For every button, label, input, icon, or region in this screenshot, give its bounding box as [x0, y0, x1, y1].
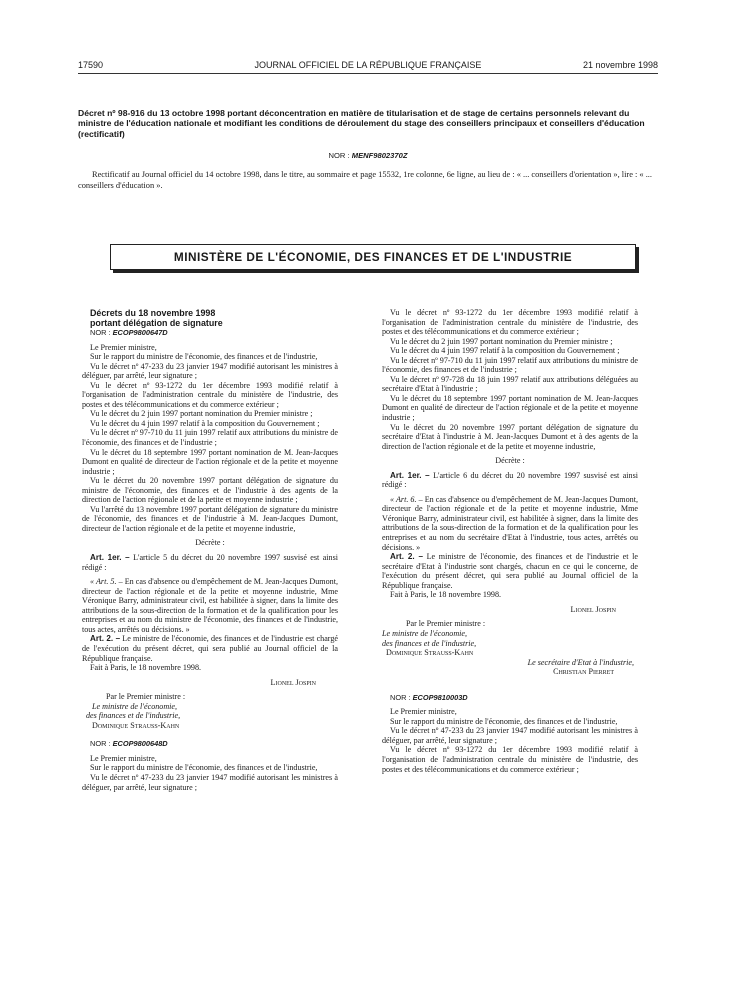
article-text: En cas d'absence ou d'empêchement de M. Jean-Jacques Dumont, directeur de l'action régionale et de la petite et moyenne industrie, Mme Véronique Barry, administrateur civil, est habilitée à signer, dans la limite des attributions de la sous-direction de la formation et de la qualification pour les entreprises et au nom du secrétaire d'Etat à l'industrie, tous actes, arrêtés ou décisions. » — [382, 494, 638, 552]
issue-date: 21 novembre 1998 — [582, 60, 658, 70]
fait-a-paris: Fait à Paris, le 18 novembre 1998. — [90, 663, 202, 673]
nor-line — [82, 328, 338, 338]
article-text: L'article 5 du décret du 20 novembre 1997 susvisé est ainsi rédigé : — [82, 553, 338, 572]
nor-label: NOR : — [328, 151, 350, 160]
paragraph: Vu le décret du 4 juin 1997 relatif à la composition du Gouvernement ; — [90, 418, 320, 428]
rectificatif-title: Décret nº 98-916 du 13 octobre 1998 portant déconcentration en matière de titularisation et de stage de certains personnels relevant du ministre de l'éducation nationale et modifiant les conditions de déroulement du stage des conseillers principaux et conseillers d'éducation (rectificatif) — [78, 108, 645, 139]
article-text: En cas d'absence ou d'empêchement de M. Jean-Jacques Dumont, directeur de l'action régionale et de la petite et moyenne industrie, Mme Véronique Barry, administrateur civil, est habilitée à signer, dans la limite des attributions de la sous-direction de la formation et de la qualification pour les entreprises et au nom du ministre de l'économie, des finances et de l'industrie, tous actes, arrêtés ou décisions. » — [82, 577, 338, 634]
nor-label: NOR : — [390, 692, 411, 702]
nor-line — [382, 693, 638, 703]
paragraph: Sur le rapport du ministre de l'économie, des finances et de l'industrie, — [390, 716, 618, 726]
paragraph: Vu le décret nº 93-1272 du 1er décembre 1993 modifié relatif à l'organisation de l'administration centrale du ministère de l'industrie, des postes et des télécommunications et du commerce extérieur ; — [82, 380, 338, 409]
paragraph: Vu le décret du 20 novembre 1997 portant délégation de signature du ministre de l'économie, des finances et de l'industrie à des agents de la direction de l'action régionale et de la petite et moyenne industrie ; — [82, 476, 338, 505]
article-6 — [382, 495, 638, 552]
article-2 — [382, 552, 638, 590]
paragraph: Vu le décret nº 97-710 du 11 juin 1997 relatif aux attributions du ministre de l'économie, des finances et de l'industrie ; — [82, 428, 338, 448]
page-header — [78, 60, 658, 72]
article-text: Le ministre de l'économie, des finances et de l'industrie est chargé de l'exécution du présent décret, qui sera publié au Journal officiel de la République française. — [82, 634, 338, 663]
paragraph: Vu le décret nº 93-1272 du 1er décembre 1993 modifié relatif à l'organisation de l'administration centrale du ministère de l'industrie, des postes et des télécommunications et du commerce extérieur ; — [382, 745, 638, 774]
paragraph: Sur le rapport du ministre de l'économie, des finances et de l'industrie, — [90, 352, 318, 362]
paragraph: Vu le décret du 4 juin 1997 relatif à la composition du Gouvernement ; — [390, 346, 620, 356]
signer-name: Lionel Jospin — [570, 604, 616, 614]
left-column — [82, 308, 338, 792]
minister-title: Le ministre de l'économie, — [382, 628, 468, 638]
article-1 — [382, 471, 638, 490]
paragraph: Vu le décret nº 97-710 du 11 juin 1997 relatif aux attributions du ministre de l'économie, des finances et de l'industrie ; — [382, 355, 638, 375]
minister-title: Le ministre de l'économie, — [92, 701, 178, 711]
decrete-heading: Décrète : — [495, 456, 525, 466]
nor-code: ECOP9800647D — [112, 328, 168, 337]
header-rule — [78, 73, 658, 74]
page-number: 17590 — [78, 60, 104, 70]
paragraph: Vu le décret du 20 novembre 1997 portant délégation de signature du secrétaire d'Etat à l'industrie à M. Jean-Jacques Dumont et à des agents de la direction de l'action régionale et de la petite et moyenne industrie, — [382, 422, 638, 451]
nor-code: ECOP9810003D — [412, 692, 468, 702]
paragraph: Le Premier ministre, — [90, 753, 157, 763]
paragraph: Le Premier ministre, — [90, 342, 157, 352]
rectificatif-body: Rectificatif au Journal officiel du 14 octobre 1998, dans le titre, au sommaire et page 15532, 1re colonne, 6e ligne, au lieu de : « ... conseillers d'orientation », lire : « ... conseillers d'éducation ». — [78, 170, 652, 190]
article-text: Le ministre de l'économie, des finances et de l'industrie et le secrétaire d'Etat à l'industrie sont chargés, chacun en ce qui le concerne, de l'exécution du présent décret, qui sera publié au Journal officiel de la République française. — [382, 552, 638, 590]
minister-title: des finances et de l'industrie, — [86, 711, 181, 721]
nor-code: MENF9802370Z — [351, 151, 408, 160]
nor-line — [82, 739, 338, 749]
article-2 — [82, 634, 338, 663]
decree-title-line1: Décrets du 18 novembre 1998 — [90, 308, 216, 318]
ministry-heading: MINISTÈRE DE L'ÉCONOMIE, DES FINANCES ET DE L'INDUSTRIE — [110, 244, 636, 270]
minister-name: Dominique Strauss-Kahn — [386, 648, 474, 658]
par-le-premier-ministre: Par le Premier ministre : — [106, 692, 186, 702]
nor-code: ECOP9800648D — [112, 739, 168, 749]
paragraph: Sur le rapport du ministre de l'économie, des finances et de l'industrie, — [90, 763, 318, 773]
paragraph: Vu le décret nº 47-233 du 23 janvier 1947 modifié autorisant les ministres à déléguer, par arrêté, leur signature ; — [382, 726, 638, 745]
fait-a-paris: Fait à Paris, le 18 novembre 1998. — [390, 590, 502, 600]
article-5 — [82, 577, 338, 634]
paragraph: Vu le décret du 18 septembre 1997 portant nomination de M. Jean-Jacques Dumont en qualité de directeur de l'action régionale et de la petite et moyenne industrie ; — [82, 447, 338, 476]
article-label: « Art. 6. – — [390, 494, 423, 504]
article-1 — [82, 553, 338, 572]
article-label: « Art. 5. – — [90, 577, 123, 587]
secretary-title-text: Le secrétaire d'Etat à l'industrie, — [527, 657, 634, 667]
minister-title-line2 — [382, 639, 638, 649]
article-label: Art. 2. – — [390, 552, 423, 562]
paragraph: Vu le décret du 2 juin 1997 portant nomination du Premier ministre ; — [390, 336, 613, 346]
signer-name: Lionel Jospin — [270, 677, 316, 687]
secretary-name: Christian Pierret — [553, 667, 614, 677]
minister-title-line2 — [82, 711, 338, 721]
article-label: Art. 1er. – — [390, 470, 430, 480]
decrete-heading: Décrète : — [195, 538, 225, 548]
right-column — [382, 308, 638, 774]
paragraph: Vu le décret nº 47-233 du 23 janvier 1947 modifié autorisant les ministres à déléguer, par arrêté, leur signature ; — [82, 772, 338, 792]
minister-title-line1 — [382, 629, 638, 639]
paragraph: Vu le décret nº 47-233 du 23 janvier 1947 modifié autorisant les ministres à déléguer, par arrêté, leur signature ; — [82, 361, 338, 381]
paragraph: Le Premier ministre, — [390, 707, 457, 717]
minister-title: des finances et de l'industrie, — [382, 638, 477, 648]
paragraph: Vu le décret du 18 septembre 1997 portant nomination de M. Jean-Jacques Dumont en qualité de directeur de l'action régionale et de la petite et moyenne industrie ; — [382, 393, 638, 423]
minister-name: Dominique Strauss-Kahn — [92, 720, 180, 730]
article-text: L'article 6 du décret du 20 novembre 1997 susvisé est ainsi rédigé : — [382, 470, 638, 490]
secretary-title — [382, 658, 638, 668]
nor-label: NOR : — [90, 328, 111, 337]
par-le-premier-ministre: Par le Premier ministre : — [406, 619, 486, 629]
paragraph: Vu le décret du 2 juin 1997 portant nomination du Premier ministre ; — [90, 409, 313, 419]
decree-title-line2: portant délégation de signature — [90, 318, 223, 328]
article-label: Art. 1er. – — [90, 553, 130, 563]
article-label: Art. 2. – — [90, 634, 121, 644]
paragraph: Vu le décret nº 97-728 du 18 juin 1997 relatif aux attributions déléguées au secrétaire d'Etat à l'industrie ; — [382, 374, 638, 394]
rectificatif-nor — [78, 151, 658, 160]
paragraph: Vu l'arrêté du 13 novembre 1997 portant délégation de signature du ministre de l'économie, des finances et de l'industrie à M. Jean-Jacques Dumont, directeur de l'action régionale et de la petite et moyenne industrie, — [82, 504, 338, 533]
paragraph: Vu le décret nº 93-1272 du 1er décembre 1993 modifié relatif à l'organisation de l'administration centrale du ministère de l'industrie, des postes et des télécommunications et du commerce extérieur ; — [382, 308, 638, 337]
journal-title: JOURNAL OFFICIEL DE LA RÉPUBLIQUE FRANÇAISE — [254, 60, 482, 70]
minister-title-line1 — [82, 702, 338, 712]
nor-label: NOR : — [90, 739, 111, 749]
